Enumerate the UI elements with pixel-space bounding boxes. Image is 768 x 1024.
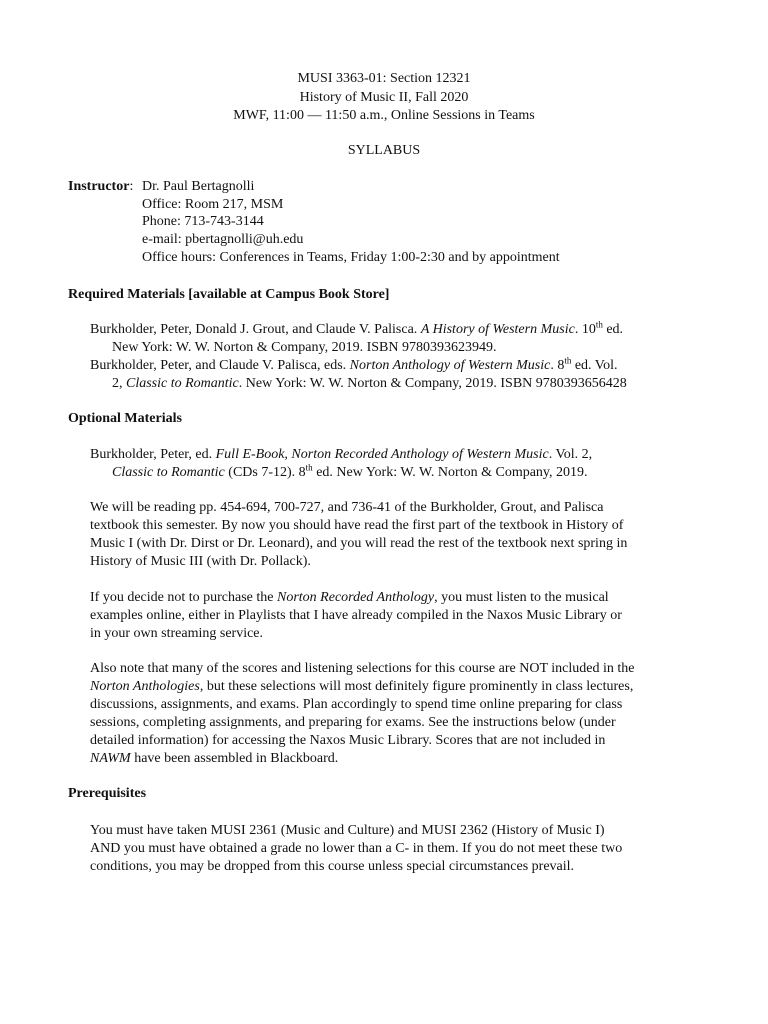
anthology-paragraph-line-1: If you decide not to purchase the Norton Recorded Anthology, you must listen to the musical	[90, 590, 609, 605]
anthology-paragraph-line-3: in your own streaming service.	[90, 626, 264, 641]
instructor-office: Office: Room 217, MSM	[142, 197, 284, 212]
prerequisites-line-3: conditions, you may be dropped from this course unless special circumstances prevail.	[90, 859, 575, 874]
reading-paragraph-line-4: History of Music III (with Dr. Pollack).	[90, 554, 311, 569]
prerequisites-line-1: You must have taken MUSI 2361 (Music and Culture) and MUSI 2362 (History of Music I)	[90, 823, 605, 838]
instructor-phone: Phone: 713-743-3144	[142, 214, 264, 229]
reading-paragraph-line-2: textbook this semester. By now you should have read the first part of the textbook in History of	[90, 518, 624, 533]
scores-paragraph-line-1: Also note that many of the scores and listening selections for this course are NOT included in the	[90, 661, 635, 676]
prerequisites-heading: Prerequisites	[68, 786, 147, 801]
instructor-row: Instructor:	[68, 179, 134, 194]
required-item-2-line-2: 2, Classic to Romantic. New York: W. W. Norton & Company, 2019. ISBN 9780393656428	[112, 376, 627, 391]
course-schedule: MWF, 11:00 — 11:50 a.m., Online Sessions in Teams	[233, 108, 535, 123]
optional-item-line-2: Classic to Romantic (CDs 7-12). 8th ed. New York: W. W. Norton & Company, 2019.	[112, 462, 588, 480]
reading-paragraph-line-1: We will be reading pp. 454-694, 700-727, and 736-41 of the Burkholder, Grout, and Palisca	[90, 500, 604, 515]
reading-paragraph-line-3: Music I (with Dr. Dirst or Dr. Leonard), and you will read the rest of the textbook next spring in	[90, 536, 628, 551]
instructor-name: Dr. Paul Bertagnolli	[142, 179, 255, 194]
prerequisites-line-2: AND you must have obtained a grade no lower than a C- in them. If you do not meet these two	[90, 841, 623, 856]
document-title: SYLLABUS	[347, 143, 421, 158]
anthology-paragraph-line-2: examples online, either in Playlists that I have already compiled in the Naxos Music Library or	[90, 608, 622, 623]
scores-paragraph-line-5: detailed information) for accessing the Naxos Music Library. Scores that are not included in	[90, 733, 606, 748]
optional-item-line-1: Burkholder, Peter, ed. Full E-Book, Norton Recorded Anthology of Western Music. Vol. 2,	[90, 447, 593, 462]
course-title: History of Music II, Fall 2020	[299, 90, 469, 105]
scores-paragraph-line-6: NAWM have been assembled in Blackboard.	[90, 751, 339, 766]
instructor-office-hours: Office hours: Conferences in Teams, Friday 1:00-2:30 and by appointment	[142, 250, 560, 265]
course-code: MUSI 3363-01: Section 12321	[297, 71, 471, 86]
instructor-label: Instructor	[68, 179, 130, 194]
required-materials-heading: Required Materials [available at Campus Book Store]	[68, 287, 390, 302]
scores-paragraph-line-2: Norton Anthologies, but these selections will most definitely figure prominently in class lectures,	[90, 679, 634, 694]
instructor-email: e-mail: pbertagnolli@uh.edu	[142, 232, 304, 247]
required-item-1-line-2: New York: W. W. Norton & Company, 2019. ISBN 9780393623949.	[112, 340, 497, 355]
optional-materials-heading: Optional Materials	[68, 411, 182, 426]
required-item-1-line-1: Burkholder, Peter, Donald J. Grout, and Claude V. Palisca. A History of Western Music. 10th ed.	[90, 319, 624, 337]
scores-paragraph-line-4: sessions, completing assignments, and preparing for exams. See the instructions below (under	[90, 715, 616, 730]
required-item-2-line-1: Burkholder, Peter, and Claude V. Palisca, eds. Norton Anthology of Western Music. 8th ed. Vol.	[90, 355, 618, 373]
scores-paragraph-line-3: discussions, assignments, and exams. Plan accordingly to spend time online preparing for class	[90, 697, 623, 712]
